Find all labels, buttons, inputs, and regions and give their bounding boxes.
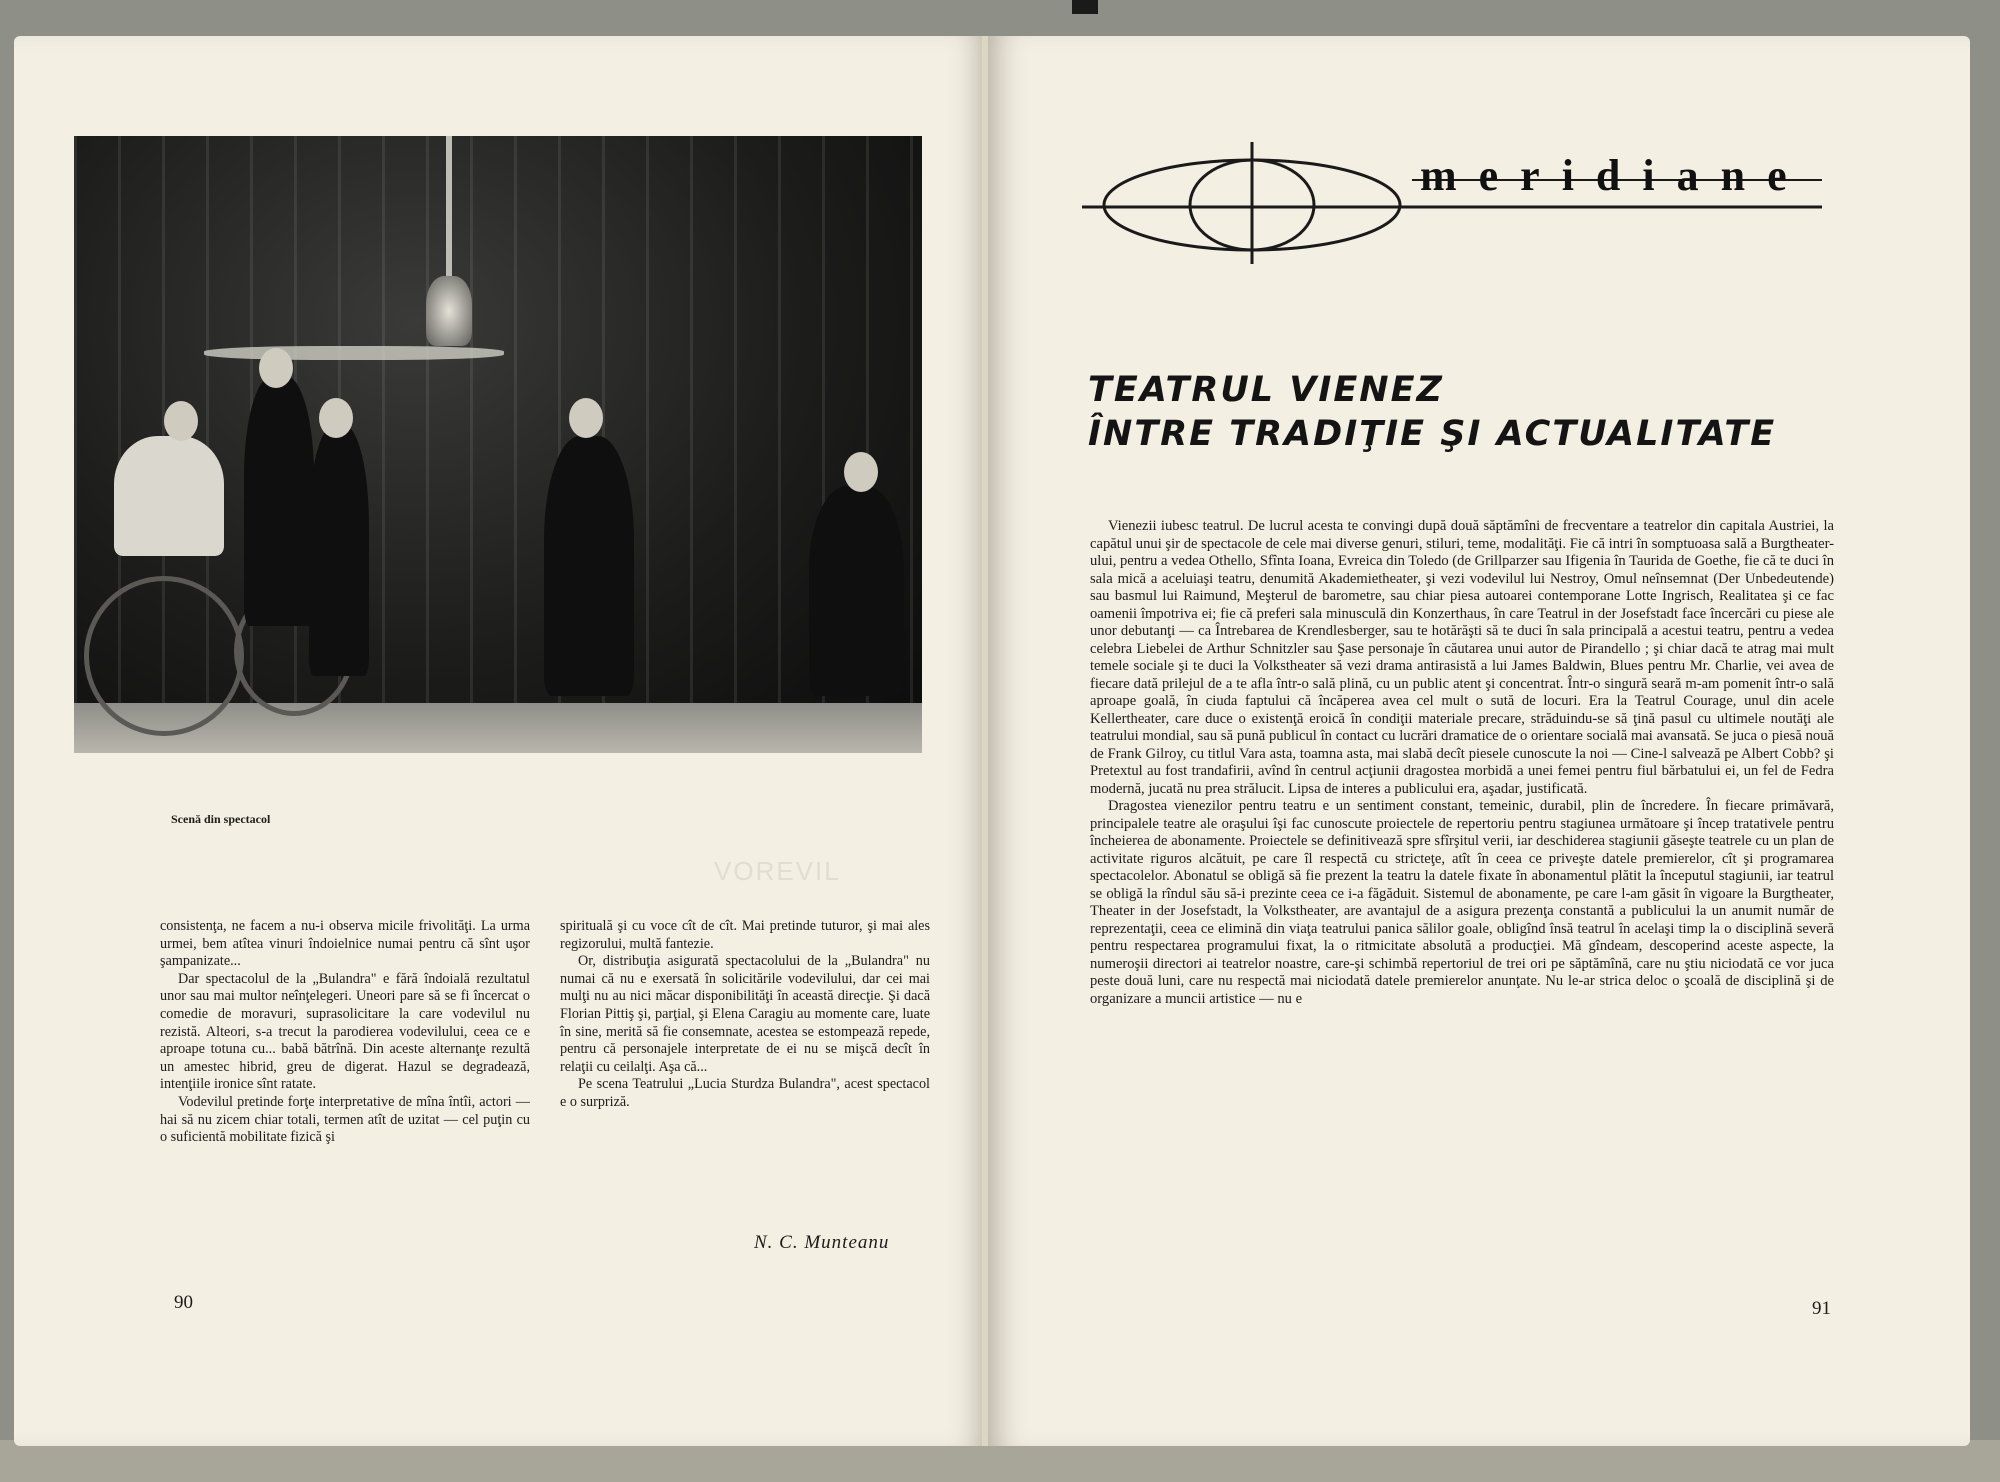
book-cover-tab [1072,0,1098,14]
photo-figure-3 [309,426,369,676]
paragraph: Vodevilul pretinde forţe interpretative de mîna întîi, actori — hai să nu zicem chiar totali, termen atît de uzitat — cel puţin cu o suficientă mobilitate fizică şi [160,1093,530,1146]
photo-figure-4 [544,436,634,696]
photo-rocking-chair [84,576,244,736]
paragraph: consistenţa, ne facem a nu-i observa micile frivolităţi. La urma urmei, bem atîtea vinuri îndoielnice numai pentru că sînt uşor şampanizate... [160,918,530,970]
paragraph: Dragostea vienezilor pentru teatru e un sentiment constant, temeinic, durabil, plin de încredere. În fiecare primăvară, principalele teatre ale oraşului îşi fac cunoscute proiectele de repertoriu pentru stagiunea următoare şi încep tratativele pentru încheierea de abonamente. Proiectele se definitivează spre sfîrşitul verii, iar deschiderea stagiunii găseşte teatrele cu un plan de activitate riguros alcătuit, pe care îl respectă cu stricteţe, atît în ceea ce priveşte datele premierelor, cît şi programarea spectacolelor. Abonatul se obligă să fie prezent la teatru la datele fixate în abonamentul plătit la începutul stagiunii, iar teatrul se obligă la rîndul său să-i prezinte ceea ce i-a făgăduit. Sistemul de abonamente, pe care l-am găsit în vigoare la Burgtheater, Theater in der Josefstadt, la Volkstheater, are avantajul de a asigura prezenţa constantă a publicului la un anumit număr de reprezentaţii, ceea ce elimină din viaţa teatrului panica sălilor goale, obligînd însă teatrul în acelaşi timp la o disciplină severă pentru respectarea programului fixat, la o ritmicitate absolută a producţiei. Mă gîndeam, descoperind aceste aspecte, la numeroşii directori ai teatrelor noastre, care-şi schimbă repertoriul de trei ori pe săptămînă, care nu ştiu niciodată ce vor juca peste două luni, care nu respectă mai niciodată datele premierelor anunţate. Nu le-ar strica deloc o şcoală de disciplină şi de organizare a muncii artistice — nu e [1090,798,1834,1007]
photo-lamp [426,276,472,346]
book-cover-edge [0,1440,2000,1482]
paragraph: spirituală şi cu voce cît de cît. Mai pretinde tuturor, şi mai ales regizorului, multă fantezie. [560,918,930,952]
article-title [1088,368,1776,456]
left-page [14,36,988,1446]
photo-lamp-chain [446,136,452,286]
left-column-1 [160,918,530,1147]
photo-head-5 [844,452,878,492]
page-number-left: 90 [174,1292,193,1313]
paragraph: Vienezii iubesc teatrul. De lucrul acesta te convingi după două săptămîni de frecventare a teatrelor din capitala Austriei, la capătul unui şir de spectacole de cele mai diverse genuri, stiluri, teme, modalităţi. Fie că intri în somptuoasa sală a Burgtheater-ului, pentru a vedea Othello, Sfînta Ioana, Evreica din Toledo (de Grillparzer sau Ifigenia în Taurida de Goethe, fie că te duci în sala mică a aceluiaşi teatru, denumită Akademietheater, şi vezi vodevilul lui Nestroy, Omul neînsemnat (Der Unbedeutende) sau basmul lui Raimund, Meşterul de barometre, sau chiar piesa autoarei contemporane Lotte Ingrisch, Realitatea şi ce fac oamenii împotriva ei; fie că preferi sala minusculă din Konzerthaus, în care Teatrul in der Josefstadt face încercări cu piese ale unor debutanţi — ca Întrebarea de Krendlesberger, sau te hotărăşti să te duci în sala principală a acestui teatru, pentru a vedea celebra Liebelei de Arthur Schnitzler sau Şase personaje în căutarea unui autor de Pirandello ; şi chiar dacă te atrag mai mult temele sociale şi te duci la Volkstheater să vezi drama antirasistă a lui James Baldwin, Blues pentru Mr. Charlie, vei avea de fiecare dată prilejul de a te afla într-o sală plină, cu un public atent şi concentrat. Într-o singură seară m-am pomenit într-o sală aproape goală, în ciuda faptului că încăperea avea cel mult o sută de locuri. Era la Teatrul Courage, unul din acele Kellertheater, care duce o existenţă eroică în condiţii materiale precare, străduindu-se să ţină pasul cu ultimele noutăţi ale teatrului mondial, sau să pună publicul în contact cu lucrări dramatice de o orientare socială mai avansată. Se juca o piesă nouă de Frank Gilroy, cu titlul Vara asta, toamna asta, mai slabă decît piesele cunoscute la noi — Cine-l salvează pe Albert Cobb? şi Pretextul au fost trandafirii, avînd în centrul acţiunii dragostea morbidă a unei femei pentru fiul bărbatului ei, un fel de Fedra modernă, jucată nu prea strălucit. Lipsa de interes a publicului era, aşadar, justificată. [1090,518,1834,797]
photo-head-4 [569,398,603,438]
photo-valance [204,346,504,360]
section-label: meridiane [1420,151,1809,200]
paragraph: Or, distribuţia asigurată spectacolului de la „Bulandra" nu numai că nu e exersată în solicitările vodevilului, dar cei mai mulţi nu au nici măcar disponibilităţi în această direcţie. Şi dacă Florian Pittiş şi, parţial, şi Elena Caragiu au momente care, luate în sine, merită să fie consemnate, acestea se estompează repede, pentru că personajele interpretate de ei nu se mişcă decît în relaţii cu ceilalţi. Aşa că... [560,953,930,1075]
photo-figure-2 [244,376,314,626]
stage-photo [74,136,922,753]
title-line-1: TEATRUL VIENEZ [1088,370,1444,410]
photo-figure-1 [114,436,224,556]
faint-watermark: VOREVIL [714,856,841,886]
paragraph: Dar spectacolul de la „Bulandra" e fără îndoială rezultatul unor sau mai multor neînţelegeri. Uneori pare să se fi încercat o comedie de moravuri, suprasolicitare la care vodevilul nu rezistă. Alteori, s-a trecut la parodierea vodevilului, ceea ce e aproape totuna cu... babă bătrînă. Din aceste alternanţe rezultă un amestec hibrid, greu de digerat. Hazul se degradează, intenţiile ironice sînt ratate. [160,970,530,1093]
title-line-2: ÎNTRE TRADIŢIE ŞI ACTUALITATE [1088,414,1777,454]
photo-caption: Scenă din spectacol [171,812,271,826]
photo-head-1 [164,401,198,441]
page-number-right: 91 [1812,1298,1831,1319]
article-body [1090,518,1834,1008]
paragraph: Pe scena Teatrului „Lucia Sturdza Bulandra", acest spectacol e o surpriză. [560,1076,930,1110]
photo-head-3 [319,398,353,438]
photo-head-2 [259,348,293,388]
author-signature: N. C. Munteanu [754,1232,890,1253]
photo-figure-5 [809,486,904,696]
left-column-2 [560,918,930,1112]
